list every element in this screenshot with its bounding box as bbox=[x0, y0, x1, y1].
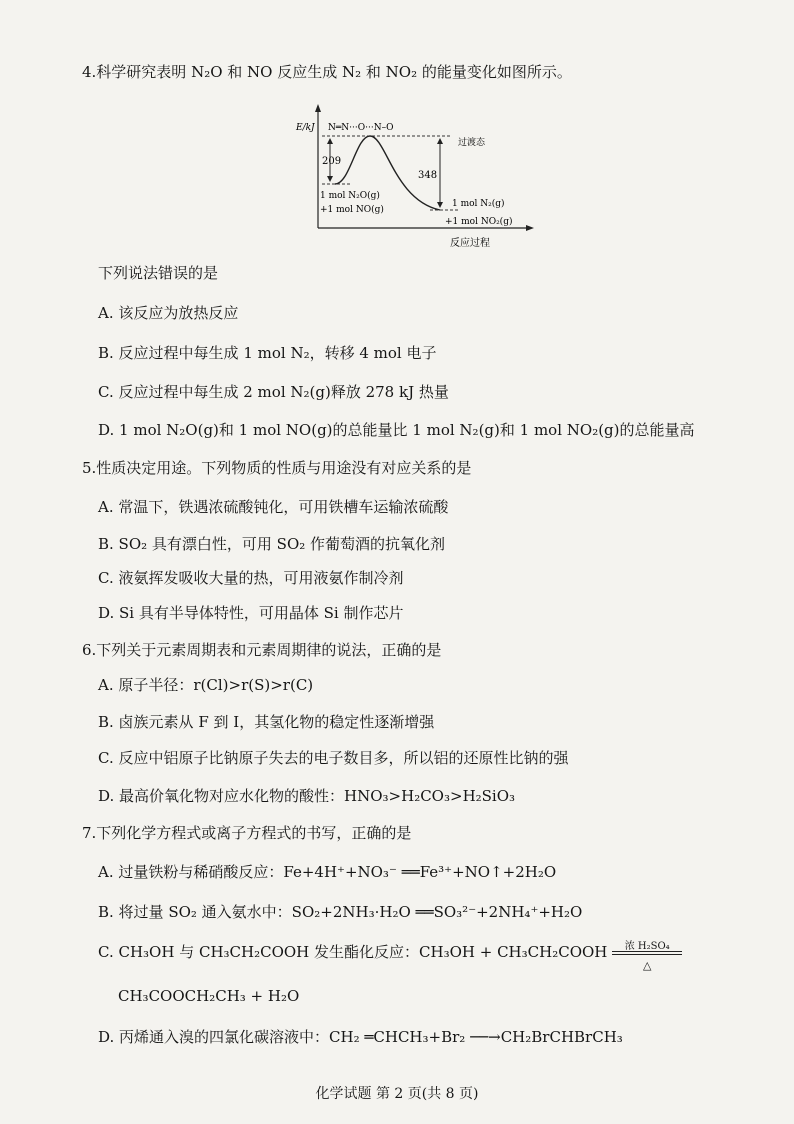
q6-option-d: D. 最高价氧化物对应水化物的酸性：HNO₃>H₂CO₃>H₂SiO₃ bbox=[98, 787, 516, 805]
q4-stem: 4.科学研究表明 N₂O 和 NO 反应生成 N₂ 和 NO₂ 的能量变化如图所示。 bbox=[82, 63, 572, 81]
q5-option-d: D. Si 具有半导体特性，可用晶体 Si 制作芯片 bbox=[98, 604, 404, 622]
condition-top: 浓 H₂SO₄ bbox=[624, 941, 670, 952]
q4-option-d: D. 1 mol N₂O(g)和 1 mol NO(g)的总能量比 1 mol N₂(g)和 1 mol NO₂(g)的总能量高 bbox=[98, 421, 695, 439]
q5-stem: 5.性质决定用途。下列物质的性质与用途没有对应关系的是 bbox=[82, 459, 472, 477]
q7-option-c bbox=[98, 941, 682, 972]
product-label-1: 1 mol N₂(g) bbox=[452, 199, 505, 209]
x-axis-arrow bbox=[526, 225, 534, 231]
q6-stem: 6.下列关于元素周期表和元素周期律的说法，正确的是 bbox=[82, 641, 442, 659]
x-axis-label: 反应过程 bbox=[450, 238, 490, 249]
page-footer: 化学试题 第 2 页(共 8 页) bbox=[315, 1086, 479, 1102]
q4-option-a: A. 该反应为放热反应 bbox=[98, 304, 239, 322]
y-axis-label: E/kJ bbox=[296, 123, 315, 133]
condition-bottom: △ bbox=[642, 959, 652, 972]
diff-value: 348 bbox=[418, 170, 438, 181]
q7-stem: 7.下列化学方程式或离子方程式的书写，正确的是 bbox=[82, 824, 412, 842]
q7-option-c-right: CH₃COOCH₂CH₃ + H₂O bbox=[118, 987, 300, 1005]
q5-option-c: C. 液氨挥发吸收大量的热，可用液氨作制冷剂 bbox=[98, 569, 404, 587]
ea-value: 209 bbox=[322, 156, 342, 167]
q4-prompt: 下列说法错误的是 bbox=[98, 264, 219, 282]
q6-option-c: C. 反应中铝原子比钠原子失去的电子数目多，所以铝的还原性比钠的强 bbox=[98, 749, 569, 767]
q7-option-a: A. 过量铁粉与稀硝酸反应：Fe+4H⁺+NO₃⁻ ══Fe³⁺+NO↑+2H₂O bbox=[98, 863, 557, 881]
ts-formula: N═N···O···N–O bbox=[328, 123, 394, 133]
q5-option-a: A. 常温下，铁遇浓硫酸钝化，可用铁槽车运输浓硫酸 bbox=[98, 498, 449, 516]
q6-option-a: A. 原子半径：r(Cl)>r(S)>r(C) bbox=[98, 676, 314, 694]
q7-option-c-left: C. CH₃OH 与 CH₃CH₂COOH 发生酯化反应：CH₃OH + CH₃CH₂COOH bbox=[98, 943, 608, 961]
q6-option-b: B. 卤族元素从 F 到 I，其氢化物的稳定性逐渐增强 bbox=[98, 713, 435, 731]
product-label-2: +1 mol NO₂(g) bbox=[445, 217, 513, 227]
q7-option-b: B. 将过量 SO₂ 通入氨水中：SO₂+2NH₃·H₂O ══SO₃²⁻+2NH₄⁺+H₂O bbox=[98, 903, 583, 921]
q4-option-c: C. 反应过程中每生成 2 mol N₂(g)释放 278 kJ 热量 bbox=[98, 383, 449, 401]
reactant-label-1: 1 mol N₂O(g) bbox=[320, 191, 380, 201]
reactant-label-2: +1 mol NO(g) bbox=[320, 205, 384, 215]
q4-option-b: B. 反应过程中每生成 1 mol N₂，转移 4 mol 电子 bbox=[98, 344, 437, 362]
reaction-condition-arrow bbox=[612, 941, 682, 972]
ts-label: 过渡态 bbox=[458, 138, 486, 148]
q7-option-d: D. 丙烯通入溴的四氯化碳溶液中：CH₂ ═CHCH₃+Br₂ ──→CH₂BrCHBrCH₃ bbox=[98, 1028, 623, 1046]
y-axis-arrow bbox=[315, 104, 321, 112]
q5-option-b: B. SO₂ 具有漂白性，可用 SO₂ 作葡萄酒的抗氧化剂 bbox=[98, 535, 446, 553]
energy-diagram bbox=[290, 100, 540, 255]
